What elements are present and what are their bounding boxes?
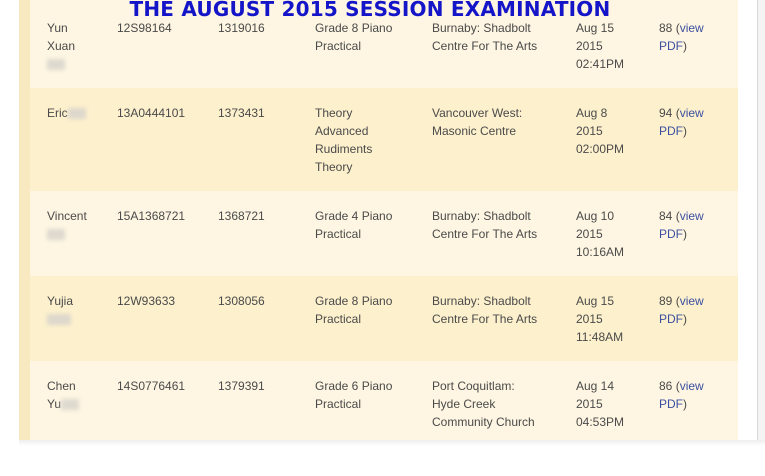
- candidate-number: 14S0776461: [117, 379, 186, 393]
- exam-location: Vancouver West: Masonic Centre: [432, 106, 523, 138]
- exam-location: Burnaby: Shadbolt Centre For The Arts: [432, 294, 538, 326]
- view-pdf-link[interactable]: view PDF: [659, 106, 704, 138]
- view-pdf-link[interactable]: view PDF: [659, 209, 704, 241]
- exam-name: Theory Advanced Rudiments Theory: [315, 106, 373, 174]
- exam-date: Aug 10 2015 10:16AM: [576, 209, 625, 259]
- candidate-number: 12S98164: [117, 21, 172, 35]
- view-pdf-link[interactable]: view PDF: [659, 379, 704, 411]
- exam-id: 1373431: [218, 106, 265, 120]
- exam-date: Aug 8 2015 02:00PM: [576, 106, 625, 156]
- candidate-name: Yujia: [47, 292, 107, 328]
- mark-value: 88: [659, 21, 673, 35]
- mark-value: 86: [659, 379, 673, 393]
- candidate-name: Vincent: [47, 207, 107, 243]
- view-pdf-link[interactable]: view PDF: [659, 294, 704, 326]
- exam-id: 1379391: [218, 379, 265, 393]
- results-table: [19, 0, 738, 440]
- candidate-name: Eric: [47, 104, 107, 122]
- mark-value: 84: [659, 209, 673, 223]
- exam-date: Aug 14 2015 04:53PM: [576, 379, 625, 429]
- exam-date: Aug 15 2015 11:48AM: [576, 294, 624, 344]
- redacted-name: [68, 108, 86, 119]
- exam-mark: 84 (view PDF): [659, 209, 704, 241]
- exam-name: Grade 8 Piano Practical: [315, 21, 393, 53]
- window-edge: [757, 0, 765, 440]
- exam-name: Grade 4 Piano Practical: [315, 209, 393, 241]
- redacted-name: [47, 229, 65, 240]
- exam-id: 1368721: [218, 209, 265, 223]
- exam-id: 1319016: [218, 21, 265, 35]
- table-row: [30, 88, 738, 191]
- view-pdf-link[interactable]: view PDF: [659, 21, 704, 53]
- exam-location: Burnaby: Shadbolt Centre For The Arts: [432, 209, 538, 241]
- table-row: [30, 191, 738, 276]
- exam-location: Burnaby: Shadbolt Centre For The Arts: [432, 21, 538, 53]
- exam-mark: 89 (view PDF): [659, 294, 704, 326]
- table-row: [30, 276, 738, 361]
- table-row: [30, 361, 738, 440]
- candidate-number: 12W93633: [117, 294, 176, 308]
- page-title: THE AUGUST 2015 SESSION EXAMINATION: [129, 0, 611, 21]
- redacted-name: [61, 399, 79, 410]
- mark-value: 89: [659, 294, 673, 308]
- exam-mark: 88 (view PDF): [659, 21, 704, 53]
- candidate-name: Chen Yu: [47, 377, 107, 413]
- candidate-number: 15A1368721: [117, 209, 186, 223]
- exam-mark: 86 (view PDF): [659, 379, 704, 411]
- panel-shadow: [19, 440, 765, 446]
- candidate-name: Yun Xuan: [47, 19, 107, 73]
- redacted-name: [47, 59, 65, 70]
- mark-value: 94: [659, 106, 673, 120]
- candidate-number: 13A0444101: [117, 106, 186, 120]
- exam-location: Port Coquitlam: Hyde Creek Community Church: [432, 379, 535, 429]
- exam-name: Grade 8 Piano Practical: [315, 294, 393, 326]
- exam-name: Grade 6 Piano Practical: [315, 379, 393, 411]
- redacted-name: [47, 314, 71, 325]
- exam-date: Aug 15 2015 02:41PM: [576, 21, 625, 71]
- exam-id: 1308056: [218, 294, 265, 308]
- exam-mark: 94 (view PDF): [659, 106, 704, 138]
